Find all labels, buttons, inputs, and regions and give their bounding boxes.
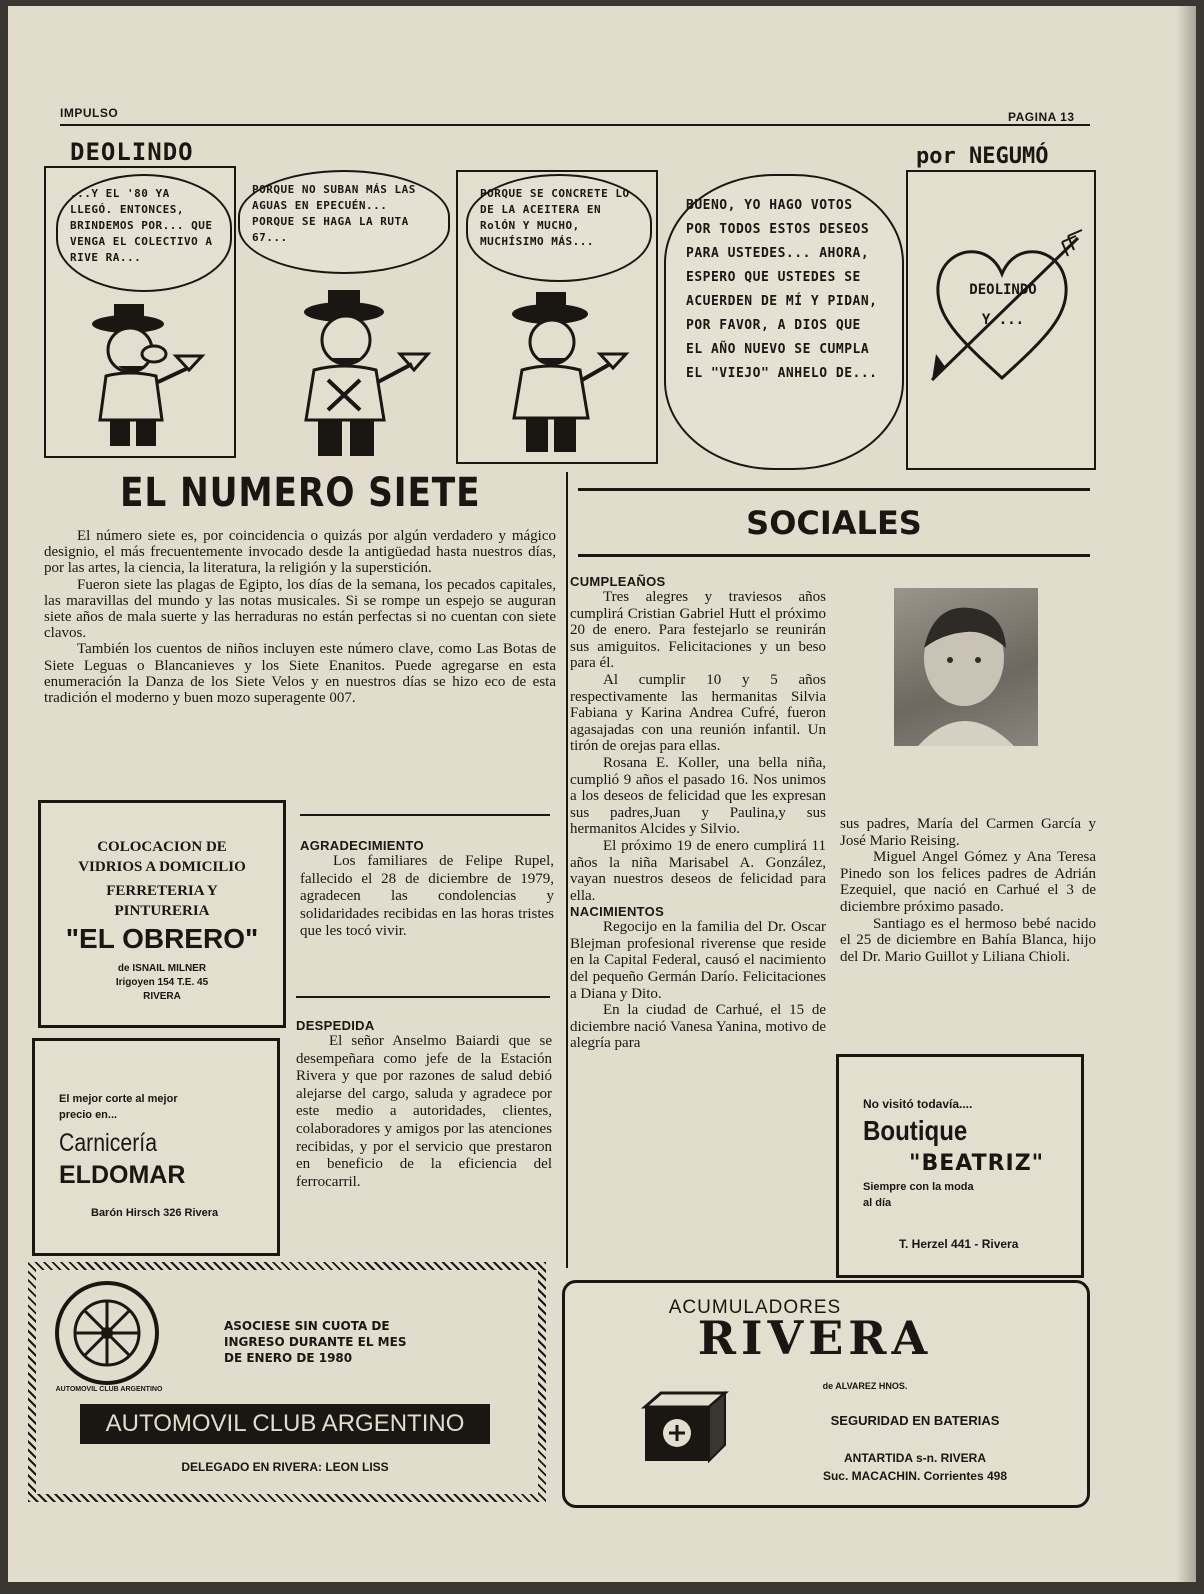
agradecimiento-rule (300, 814, 550, 816)
article-body (44, 528, 556, 706)
ad-acumuladores-address: Suc. MACACHIN. Corrientes 498 (822, 1469, 1008, 1483)
comic-panel-1 (44, 166, 236, 458)
ad-carniceria-address: Barón Hirsch 326 Rivera (91, 1207, 219, 1219)
ad-boutique-address: T. Herzel 441 - Rivera (899, 1237, 1019, 1251)
despedida-heading: DESPEDIDA (296, 1018, 375, 1033)
sociales-paragraph: Al cumplir 10 y 5 años respectivamente las hermanitas Silvia Fabiana y Karina Andrea Cufré, fueron agasajadas con una reunión infantil. Un tirón de orejas para ellas. (570, 671, 826, 755)
sociales-paragraph: Regocijo en la familia del Dr. Oscar Blejman profesional riverense que reside en la Capital Federal, causó el nacimiento del pequeño Germán Darío. Felicitaciones a Diana y Dito. (570, 919, 826, 1002)
ad-carniceria-tagline: precio en... (59, 1109, 118, 1121)
child-photo-icon (894, 588, 1038, 746)
ad-boutique-line: No visitó todavía.... (863, 1097, 973, 1111)
aca-seal-icon (52, 1278, 162, 1388)
comic-panel-2 (234, 166, 456, 466)
comic-panel-5 (906, 170, 1096, 470)
ad-carniceria-brand: ELDOMAR (59, 1161, 186, 1189)
ad-acumuladores-name: RIVERA (697, 1311, 933, 1365)
ad-boutique-tagline: al día (863, 1197, 892, 1209)
sociales-paragraph: Miguel Angel Gómez y Ana Teresa Pinedo son los felices padres de Adrián Ezequiel, que nació en Carhué el 3 de diciembre próximo pasado. (840, 849, 1096, 915)
article-paragraph: Fueron siete las plagas de Egipto, los días de la semana, los pecados capitales, las maravillas del mundo y las notas musicales. Si se rompe un espejo se auguran siete años de mala suerte y las herraduras no están perfectas si no cuentan con siete clavos. (44, 576, 556, 642)
agradecimiento-section (300, 838, 554, 941)
column-rule (566, 472, 568, 1268)
ad-aca-delegate: DELEGADO EN RIVERA: LEON LISS (181, 1460, 389, 1474)
aca-banner: AUTOMOVIL CLUB ARGENTINO (80, 1404, 490, 1444)
sociales-column-2 (840, 816, 1096, 965)
ad-obrero-name: "EL OBRERO" (65, 923, 259, 954)
sociales-paragraph: El próximo 19 de enero cumplirá 11 años la niña Marisabel A. González, vayan nuestros deseos de felicidad para ella. (570, 837, 826, 904)
agradecimiento-text: Los familiares de Felipe Rupel, fallecido el 28 de diciembre de 1979, agradecen las condolencias y solidaridades recibidas en las horas tristes que les tocó vivir. (300, 853, 554, 939)
ad-acumuladores (562, 1280, 1090, 1508)
ad-carniceria-name: Carnicería (59, 1129, 158, 1157)
ad-boutique-name: Boutique (863, 1115, 968, 1146)
ad-obrero-address: Irigoyen 154 T.E. 45 (115, 977, 209, 988)
deolindo-figure-3 (482, 284, 642, 458)
sociales-rule-top (578, 488, 1090, 491)
sociales-paragraph: sus padres, María del Carmen García y José Mario Reising. (840, 816, 1096, 849)
ad-obrero-line: COLOCACION DE (97, 839, 227, 855)
sociales-rule-bottom (578, 554, 1090, 557)
publication-name: IMPULSO (60, 106, 119, 120)
despedida-rule (296, 996, 550, 998)
header-rule (60, 124, 1090, 126)
ad-obrero-line: VIDRIOS A DOMICILIO (78, 859, 246, 875)
speech-bubble-3: PORQUE SE CONCRETE LO DE LA ACEITERA EN RolÓN Y MUCHO, MUCHÍSIMO MÁS... (466, 174, 652, 282)
deolindo-figure-1 (66, 296, 226, 452)
ad-obrero-line: FERRETERIA Y (106, 883, 218, 899)
sociales-paragraph: Tres alegres y traviesos años cumplirá Cristian Gabriel Hutt el próximo 20 de enero. Para festejarlo se reunirán sus amiguitos. Felicitaciones y un beso para él. (570, 589, 826, 672)
article-title: EL NUMERO SIETE (120, 470, 481, 516)
child-photo (894, 588, 1038, 746)
ad-automovil-club (28, 1262, 546, 1502)
ad-boutique (836, 1054, 1084, 1278)
despedida-text: El señor Anselmo Baiardi que se desempeñara como jefe de la Estación Rivera y que por razones de salud debió alejarse del cargo, saluda y agradece por este medio a autoridades, clientes, colaboradores y amigos por las atenciones recibidas, y por el servicio que prestaron en beneficio de la eficiencia del ferrocarril. (296, 1033, 552, 1190)
ad-obrero-owner: de ISNAIL MILNER (117, 963, 207, 974)
cumpleanos-heading: CUMPLEAÑOS (570, 574, 666, 589)
sociales-column-1 (570, 574, 826, 1052)
ad-carniceria (32, 1038, 280, 1256)
ad-aca-line: DE ENERO DE 1980 (224, 1351, 353, 1365)
ad-carniceria-tagline: El mejor corte al mejor (59, 1093, 178, 1105)
sociales-paragraph: Rosana E. Koller, una bella niña, cumplió 9 años el pasado 16. Nos unimos a los deseos de felicidad que les expresan sus padres,Juan y Paulina,y sus hermanitos Alcides y Silvio. (570, 754, 826, 838)
speech-bubble-2: PORQUE NO SUBAN MÁS LAS AGUAS EN EPECUÉN... PORQUE SE HAGA LA RUTA 67... (238, 170, 450, 274)
article-paragraph: También los cuentos de niños incluyen este número clave, como Las Botas de Siete Leguas o Blancanieves y los Siete Enanitos. Puede agregarse en esta enumeración la Danza de los Siete Velos y en nuestros días se hizo eco de esta tradición el moderno y buen mozo superagente 007. (44, 641, 556, 707)
ad-boutique-tagline: Siempre con la moda (863, 1181, 974, 1193)
nacimientos-heading: NACIMIENTOS (570, 904, 665, 920)
battery-icon (635, 1385, 735, 1467)
newspaper-page (8, 6, 1196, 1582)
article-paragraph: El número siete es, por coincidencia o quizás por algún verdadero y mágico designio, el más frecuentemente invocado desde la antigüedad hasta nuestros días, por las artes, la ciencia, la literatura, la religión y la superstición. (44, 528, 556, 577)
page-number: PAGINA 13 (1008, 110, 1075, 124)
ad-acumuladores-address: ANTARTIDA s-n. RIVERA (844, 1451, 986, 1465)
sociales-title: SOCIALES (746, 504, 922, 542)
ad-acumuladores-line: ACUMULADORES (668, 1297, 842, 1318)
comic-title: DEOLINDO (70, 138, 194, 166)
heart-name: DEOLINDO (969, 282, 1037, 298)
sociales-paragraph: Santiago es el hermoso bebé nacido el 25 de diciembre en Bahía Blanca, hijo del Dr. Mario Guillot y Liliana Chioli. (840, 915, 1096, 965)
ad-obrero-line: PINTURERIA (114, 903, 210, 919)
ad-aca-line: ASOCIESE SIN CUOTA DE (224, 1319, 390, 1333)
heart-text: Y ... (981, 312, 1025, 328)
ad-el-obrero (38, 800, 286, 1028)
ad-obrero-town: RIVERA (143, 991, 181, 1002)
ad-boutique-brand: "BEATRIZ" (909, 1151, 1045, 1176)
despedida-section (296, 1018, 552, 1191)
speech-bubble-1: ...Y EL '80 YA LLEGÓ. ENTONCES, BRINDEMOS POR... QUE VENGA EL COLECTIVO A RIVE RA... (56, 174, 232, 292)
ad-aca-line: INGRESO DURANTE EL MES (224, 1335, 407, 1349)
comic-panel-3 (456, 170, 658, 464)
ad-acumuladores-owner: de ALVAREZ HNOS. (822, 1381, 908, 1391)
deolindo-figure-2 (270, 282, 440, 462)
aca-seal-text: AUTOMOVIL CLUB ARGENTINO (55, 1386, 163, 1393)
ad-acumuladores-tagline: SEGURIDAD EN BATERIAS (830, 1413, 1000, 1428)
speech-bubble-4: BUENO, YO HAGO VOTOS POR TODOS ESTOS DESEOS PARA USTEDES... AHORA, ESPERO QUE USTEDES SE ACUERDEN DE MÍ Y PIDAN, POR FAVOR, A DIOS QUE EL AÑO NUEVO SE CUMPLA EL "VIEJO" ANHELO DE... (664, 174, 904, 470)
comic-byline: por NEGUMÓ (916, 144, 1049, 169)
agradecimiento-heading: AGRADECIMIENTO (300, 838, 424, 853)
sociales-paragraph: En la ciudad de Carhué, el 15 de diciembre nació Vanesa Yanina, motivo de alegría para (570, 1002, 826, 1052)
